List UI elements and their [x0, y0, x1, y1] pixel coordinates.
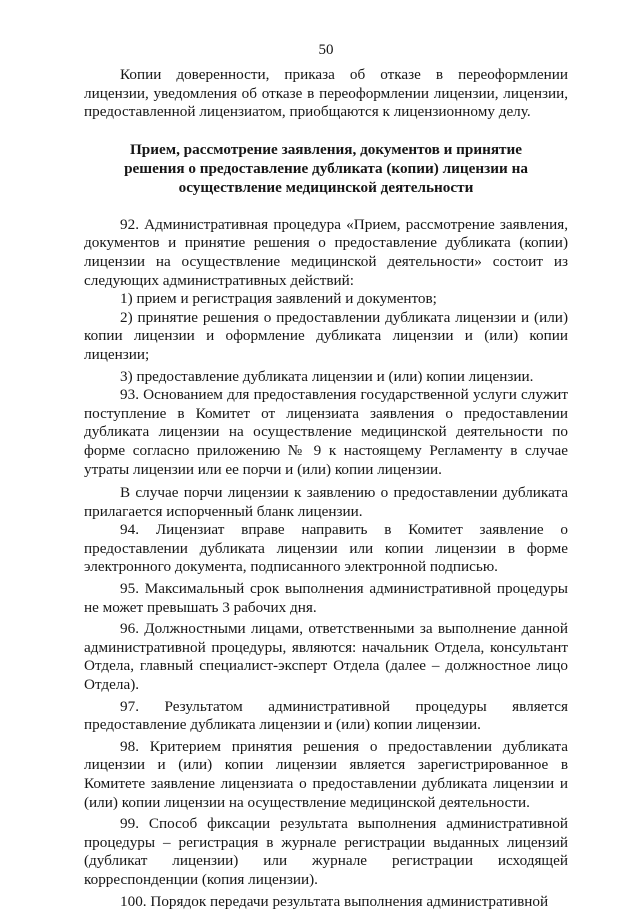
paragraph-93-damage: В случае порчи лицензии к заявлению о предоставлении дубликата прилагается испорченный бланк лицензии. — [84, 484, 568, 520]
paragraph-92-item-1: 1) прием и регистрация заявлений и документов; — [120, 290, 437, 308]
paragraph-94: 94. Лицензиат вправе направить в Комитет заявление о предоставлении дубликата лицензии или копии лицензии в форме электронного документа, подписанного электронной подписью. — [84, 521, 568, 576]
paragraph-96: 96. Должностными лицами, ответственными за выполнение данной административной процедуры, являются: начальник Отдела, консультант Отдела, главный специалист-эксперт Отдела (далее – должностное лицо Отдела). — [84, 620, 568, 694]
paragraph-99: 99. Способ фиксации результата выполнения административной процедуры – регистрация в журнале регистрации выданных лицензий (дубликат лицензии) или журнале регистрации исходящей корреспонденции (копия лицензии). — [84, 815, 568, 888]
section-heading-line-2: решения о предоставление дубликата (копии) лицензии на — [124, 159, 528, 177]
intro-paragraph: Копии доверенности, приказа об отказе в переоформлении лицензии, уведомления об отказе в переоформлении лицензии, лицензии, предоставленной лицензиатом, приобщаются к лицензионному делу. — [84, 66, 568, 121]
paragraph-98: 98. Критерием принятия решения о предоставлении дубликата лицензии и (или) копии лицензии является зарегистрированное в Комитете заявление лицензиата о предоставлении дубликата лицензии и (или) копии лицензии на осуществление медицинской деятельности. — [84, 737, 568, 811]
section-heading-line-1: Прием, рассмотрение заявления, документов и принятие — [129, 140, 523, 158]
paragraph-97: 97. Результатом административной процедуры является предоставление дубликата лицензии и (или) копии лицензии. — [84, 697, 568, 734]
paragraph-92: 92. Административная процедура «Прием, рассмотрение заявления, документов и принятие решения о предоставление дубликата (копии) лицензии на осуществление медицинской деятельности» состоит из следующих административных действий: — [84, 215, 568, 289]
paragraph-92-item-3: 3) предоставление дубликата лицензии и (или) копии лицензии. — [120, 367, 534, 385]
paragraph-92-item-2: 2) принятие решения о предоставлении дубликата лицензии и (или) копии лицензии и оформление дубликата лицензии и (или) копии лицензии; — [84, 308, 568, 363]
paragraph-100: 100. Порядок передачи результата выполнения административной — [120, 892, 549, 910]
paragraph-93: 93. Основанием для предоставления государственной услуги служит поступление в Комитет от лицензиата заявления о предоставлении дубликата лицензии на осуществление медицинской деятельности по форме согласно приложению № 9 к настоящему Регламенту в случае утраты лицензии или ее порчи и (или) копии лицензии. — [84, 386, 568, 478]
document-body — [84, 66, 568, 911]
page-number: 50 — [318, 42, 334, 58]
section-heading-line-3: осуществление медицинской деятельности — [178, 178, 474, 196]
paragraph-95: 95. Максимальный срок выполнения административной процедуры не может превышать 3 рабочих дня. — [84, 580, 568, 616]
section-heading — [84, 140, 568, 197]
